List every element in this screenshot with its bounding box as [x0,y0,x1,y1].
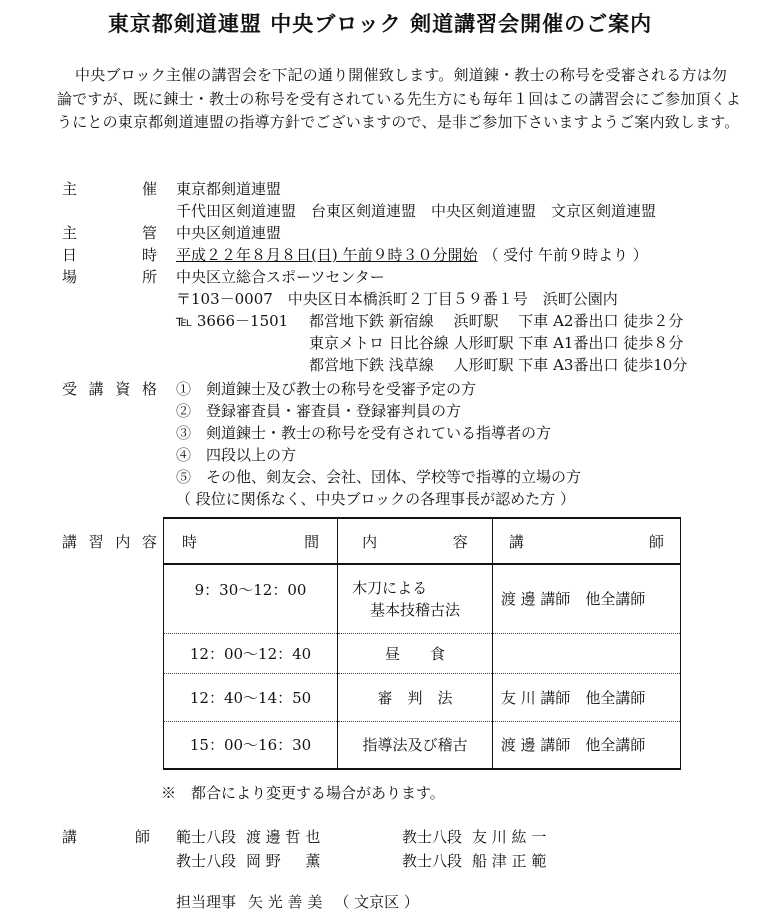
table-row [164,721,681,769]
schedule-label: 講 習 内 容 [62,533,157,551]
sponsor-main: 東京都剣道連盟 [176,180,282,198]
datetime-value [176,244,648,265]
schedule-table [163,517,681,770]
qualification-item: ④ 四段以上の方 [176,446,297,464]
qualification-item: ① 剣道錬士及び教士の称号を受審予定の方 [176,380,477,398]
instructor-entry: 教士八段 岡 野 薫 [176,852,321,870]
venue-label: 場 所 [62,268,157,286]
instructors-label: 講 師 [62,828,150,846]
access-line: 東京メトロ 日比谷線 人形町駅 下車 A1番出口 徒歩８分 [309,334,684,352]
change-note: ※ 都合により変更する場合があります。 [161,784,445,802]
qualification-label: 受 講 資 格 [62,380,157,398]
intro-paragraph: 中央ブロック主催の講習会を下記の通り開催致します。剣道錬・教士の称号を受審される方は勿論ですが、既に錬士・教士の称号を受有されている先生方にも毎年１回はこの講習会にご参加頂くようにとの東京都剣道連盟の指導方針でございますので、是非ご参加下さいますようご案内致します。 [57,66,742,131]
director-line: 担当理事 矢 光 善 美 （ 文京区 ） [176,893,419,911]
access-line: 都営地下鉄 浅草線 人形町駅 下車 A3番出口 徒歩10分 [309,356,688,374]
qualification-item: ② 登録審査員・審査員・登録審判員の方 [176,402,462,420]
row-content: 指導法及び稽古 [338,721,493,769]
venue-name: 中央区立総合スポーツセンター [176,268,385,286]
organizer-value: 中央区剣道連盟 [176,224,282,242]
instructor-entry: 範士八段 渡 邊 哲 也 [176,828,321,846]
qualification-item: ⑤ その他、剣友会、会社、団体、学校等で指導的立場の方 [176,468,582,486]
table-row [164,564,681,633]
datetime-main: 平成２２年８月８日(日) 午前９時３０分開始 [176,246,478,264]
row-time: 15：00～16：30 [164,721,338,769]
organizer-label: 主 管 [62,224,157,242]
row-time: 12：00～12：40 [164,633,338,673]
instructor-entry: 教士八段 友 川 紘 一 [402,828,547,846]
row-time: 9：30～12：00 [164,564,338,633]
header-instructor: 講 師 [492,518,680,564]
row-instructor [492,633,680,673]
qualification-item: ③ 剣道錬士・教士の称号を受有されている指導者の方 [176,424,552,442]
venue-address: 〒103－0007 中央区日本橋浜町２丁目５９番１号 浜町公園内 [176,290,618,308]
row-instructor: 渡 邊 講師 他全講師 [492,721,680,769]
row-instructor: 友 川 講師 他全講師 [492,673,680,721]
page-title: 東京都剣道連盟 中央ブロック 剣道講習会開催のご案内 [107,12,653,36]
venue-tel: ℡ 3666－1501 [176,312,289,330]
table-row [164,673,681,721]
row-content: 審 判 法 [338,673,493,721]
header-content: 内 容 [338,518,493,564]
row-content: 昼 食 [338,633,493,673]
row-time: 12：40～14：50 [164,673,338,721]
qualification-note: （ 段位に関係なく、中央ブロックの各理事長が認めた方 ） [176,490,575,508]
reception-note: （ 受付 午前９時より ） [483,246,648,264]
row-content: 木刀による 基本技稽古法 [338,564,493,633]
sponsor-label: 主 催 [62,180,157,198]
header-time: 時 間 [164,518,338,564]
instructor-entry: 教士八段 船 津 正 範 [402,852,547,870]
sponsor-wards: 千代田区剣道連盟 台東区剣道連盟 中央区剣道連盟 文京区剣道連盟 [176,202,657,220]
datetime-label: 日 時 [62,246,157,264]
row-instructor: 渡 邊 講師 他全講師 [492,564,680,633]
access-line: 都営地下鉄 新宿線 浜町駅 下車 A2番出口 徒歩２分 [309,312,684,330]
table-row [164,633,681,673]
